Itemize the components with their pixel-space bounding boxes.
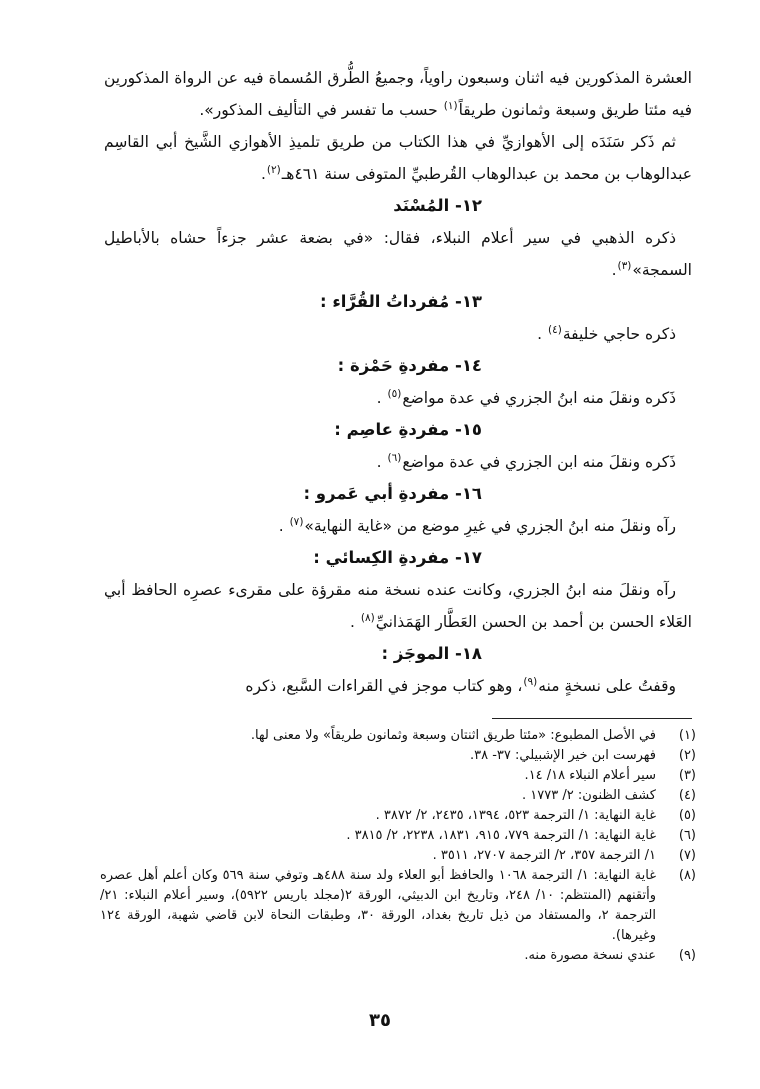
footnote-number: (٥) xyxy=(678,808,696,823)
footnote-number: (٦) xyxy=(678,828,696,843)
footnote xyxy=(100,766,696,786)
paragraph: العشرة المذكورين فيه اثنان وسبعون راوياً، وجميعُ الطُّرق المُسماة فيه عن الرواة المذكورين فيه مئتا طريق وسبعة وثمانون طريقاً$^{(١)}$ حسب ما تفسر في التأليف المذكور». xyxy=(104,69,692,119)
paragraph: ثم ذَكر سَنَدَه إلى الأهوازيِّ في هذا الكتاب من طريق تلميذِ الأهوازي الشَّيخ أبي القاسِم عبدالوهاب بن محمد بن عبدالوهاب القُرطبيِّ المتوفى سنة ٤٦١هـ$^{(٢)}$. xyxy=(104,133,692,183)
footnote-text: غاية النهاية: ١/ الترجمة ١٠٦٨ والحافظ أبو العلاء ولد سنة ٤٨٨هـ وتوفي سنة ٥٦٩ وكان أعلم أهل عصره وأتقنهم (المنتظم: ١٠/ ٢٤٨، وتاريخ ابن الدبيثي، الورقة ٢(مجلد باريس ٥٩٢٢)، وسير أعلام النبلاء: ٢١/ الترجمة ٢، والمستفاد من ذيل تاريخ بغداد، الورقة ٣٠، وطبقات النحاة لابن قاضي شهبة، الورقة ١٢٤ وغيرها). xyxy=(100,868,657,943)
footnote xyxy=(100,866,696,946)
footnote-text: كشف الظنون: ٢/ ١٧٧٣ . xyxy=(521,788,656,803)
paragraph: رآه ونقلَ منه ابنُ الجزري في غيرِ موضع من «غاية النهاية»$^{(٧)}$ . xyxy=(278,515,676,535)
paragraph: ذكره حاجي خليفة$^{(٤)}$ . xyxy=(537,323,676,343)
section-heading: ١٥- مفردةِ عاصِم : xyxy=(334,420,482,439)
paragraph: وقفتُ على نسخةٍ منه$^{(٩)}$، وهو كتاب موجز في القراءات السَّبع، ذكره xyxy=(245,675,676,695)
footnote-text: غاية النهاية: ١/ الترجمة ٧٧٩، ٩١٥، ١٨٣١، ٢٢٣٨، ٢/ ٣٨١٥ . xyxy=(346,828,656,843)
footnote xyxy=(100,726,696,746)
footnote-ref[interactable]: (٢) xyxy=(266,163,281,176)
footnote-divider xyxy=(492,718,692,719)
footnote xyxy=(100,806,696,826)
section-heading: ١٦- مفردةِ أبي عَمرو : xyxy=(303,484,482,503)
paragraph: ذَكره ونقلَ منه ابن الجزري في عدة مواضع$^{(٦)}$ . xyxy=(376,451,676,471)
footnote xyxy=(100,746,696,766)
paragraph: رآه ونقلَ منه ابنُ الجزري، وكانت عنده نسخة منه مقرؤة على مقرىء عصرِه الحافظ أبي العَلاء الحسن بن أحمد بن الحسن العَطَّار الهَمَذانيِّ$^{(٨)}$ . xyxy=(104,581,692,631)
footnote-ref[interactable]: (٦) xyxy=(387,451,402,464)
footnote-text: في الأصل المطبوع: «مئتا طريق اثنتان وسبعة وثمانون طريقاً» ولا معنى لها. xyxy=(250,728,656,743)
section-heading: ١٤- مفردةِ حَمْزة : xyxy=(337,356,482,375)
section-heading: ١٧- مفردةِ الكِسائي : xyxy=(313,548,482,567)
footnote-number: (٨) xyxy=(678,868,696,883)
footnote-number: (٢) xyxy=(678,748,696,763)
footnote-number: (٧) xyxy=(678,848,696,863)
footnote-ref[interactable]: (٨) xyxy=(360,611,375,624)
footnote-number: (١) xyxy=(678,728,696,743)
footnote-text: غاية النهاية: ١/ الترجمة ٥٢٣، ١٣٩٤، ٢٤٣٥، ٢/ ٣٨٧٢ . xyxy=(375,808,656,823)
footnote-text: فهرست ابن خير الإشبيلي: ٣٧- ٣٨. xyxy=(469,748,656,763)
footnote-number: (٣) xyxy=(678,768,696,783)
section-heading: ١٣- مُفرداتُ القُرَّاء : xyxy=(320,292,482,311)
footnote xyxy=(100,846,696,866)
footnote xyxy=(100,786,696,806)
footnote xyxy=(100,946,696,966)
footnote-ref[interactable]: (١) xyxy=(443,99,458,112)
footnote xyxy=(100,826,696,846)
footnote-ref[interactable]: (٧) xyxy=(289,515,304,528)
footnote-number: (٤) xyxy=(678,788,696,803)
footnote-ref[interactable]: (٣) xyxy=(617,259,632,272)
paragraph: ذَكره ونقلَ منه ابنُ الجزري في عدة مواضع$^{(٥)}$ . xyxy=(376,387,676,407)
footnote-text: سير أعلام النبلاء ١٨/ ١٤. xyxy=(524,768,656,783)
main-text xyxy=(104,62,692,702)
footnote-number: (٩) xyxy=(678,948,696,963)
footnote-ref[interactable]: (٤) xyxy=(547,323,562,336)
page-number: ٣٥ xyxy=(369,1010,391,1031)
footnote-ref[interactable]: (٩) xyxy=(523,675,538,688)
section-heading: ١٢- المُسْنَد xyxy=(393,196,482,215)
paragraph: ذكره الذهبي في سير أعلام النبلاء، فقال: «في بضعة عشر جزءاً حشاه بالأباطيل السمجة»$^{(٣)}$. xyxy=(104,229,692,279)
footnote-text: عندي نسخة مصورة منه. xyxy=(524,948,656,963)
footnote-ref[interactable]: (٥) xyxy=(387,387,402,400)
section-heading: ١٨- الموجَز : xyxy=(381,644,482,663)
footnotes xyxy=(100,726,696,966)
footnote-text: ١/ الترجمة ٣٥٧، ٢/ الترجمة ٢٧٠٧، ٣٥١١ . xyxy=(432,848,656,863)
